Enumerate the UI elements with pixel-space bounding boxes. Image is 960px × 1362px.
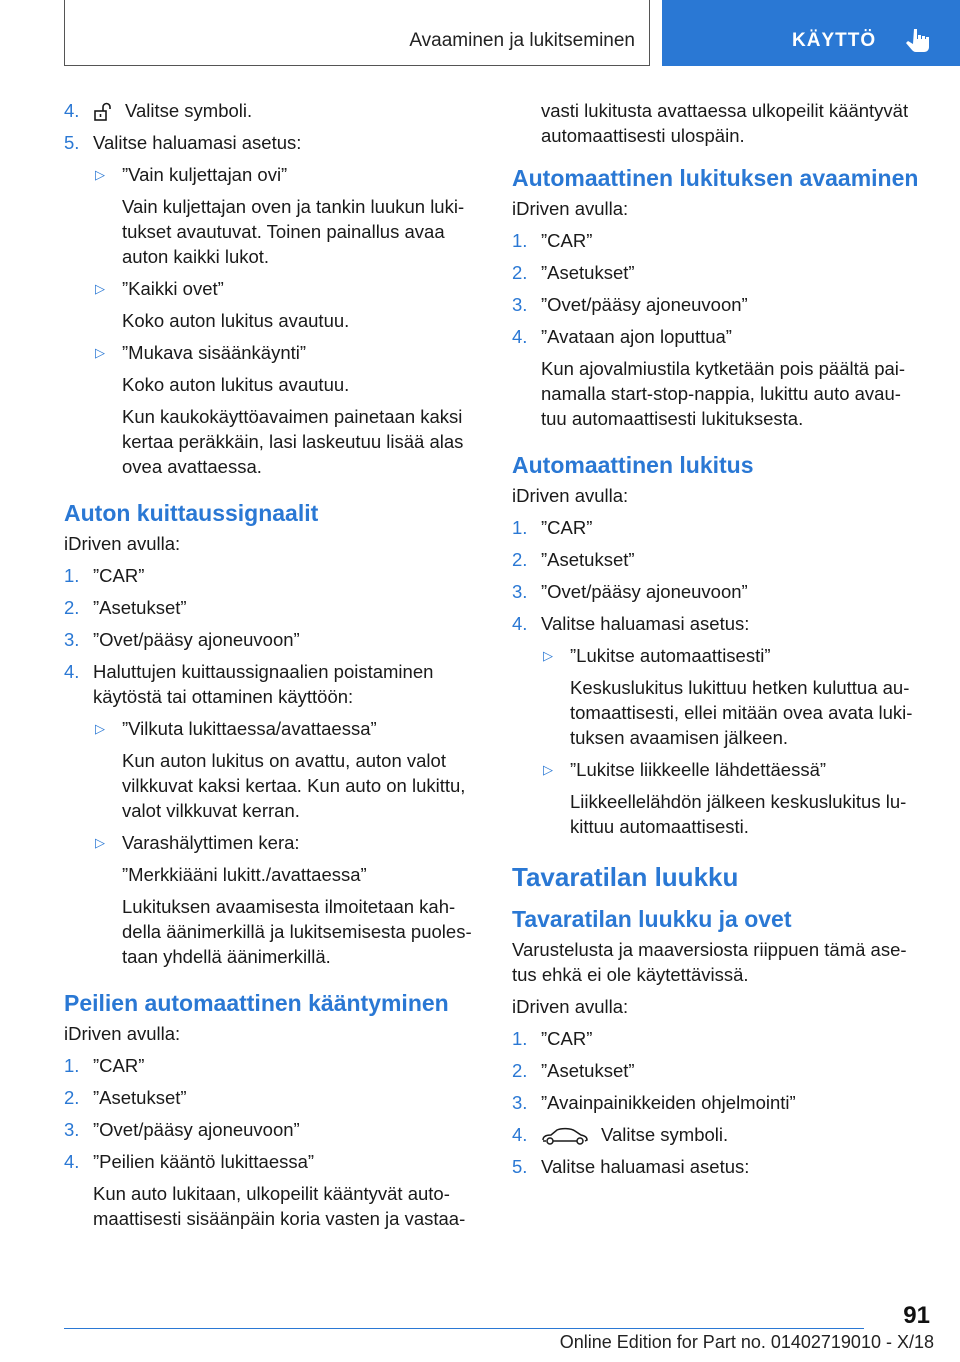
step-text: ”Asetukset”	[93, 597, 187, 618]
intro-text: iDriven avulla:	[512, 996, 629, 1017]
step-number: 2.	[512, 549, 528, 570]
page-number: 91	[903, 1302, 930, 1329]
section-title-box	[64, 0, 650, 66]
step-number: 5.	[64, 132, 80, 153]
section-heading: Automaattinen lukituksen avaaminen	[512, 165, 919, 191]
step-number: 1.	[512, 230, 528, 251]
step-text: Haluttujen kuittaussignaalien poistaminen käytöstä tai ottaminen käyttöön:	[93, 661, 434, 707]
list-item	[512, 515, 924, 540]
list-item	[512, 1090, 924, 1115]
triangle-bullet-icon: ▷	[543, 762, 553, 777]
list-item	[512, 228, 924, 253]
list-item	[64, 1053, 476, 1078]
list-item	[64, 563, 476, 588]
step-number: 1.	[512, 1028, 528, 1049]
right-column	[512, 98, 924, 1186]
option-item	[541, 643, 924, 668]
triangle-bullet-icon: ▷	[95, 345, 105, 360]
option-label: ”Lukitse automaattisesti”	[570, 645, 771, 666]
footer-divider	[64, 1328, 864, 1329]
list-item	[64, 130, 476, 155]
step-text: ”CAR”	[541, 230, 593, 251]
page-header	[0, 0, 960, 66]
option-description: Koko auton lukitus avautuu.	[122, 310, 350, 331]
option-label: ”Kaikki ovet”	[122, 278, 224, 299]
list-item	[512, 1026, 924, 1051]
list-item	[512, 1058, 924, 1083]
unlock-icon	[93, 102, 113, 122]
chapter-heading: Tavaratilan luukku	[512, 862, 739, 892]
triangle-bullet-icon: ▷	[95, 835, 105, 850]
step-number: 4.	[512, 613, 528, 634]
intro-text: iDriven avulla:	[64, 1023, 181, 1044]
step-number: 3.	[64, 629, 80, 650]
list-item	[512, 547, 924, 572]
list-item	[512, 324, 924, 349]
step-number: 4.	[512, 1124, 528, 1145]
list-item	[512, 1122, 924, 1147]
option-item	[93, 276, 476, 301]
list-item	[64, 1085, 476, 1110]
step-text: Valitse haluamasi asetus:	[541, 1156, 750, 1177]
step-text: ”CAR”	[541, 517, 593, 538]
step-text: ”Ovet/pääsy ajoneuvoon”	[93, 1119, 300, 1140]
option-item	[93, 162, 476, 187]
step-number: 3.	[64, 1119, 80, 1140]
step-number: 2.	[64, 1087, 80, 1108]
list-item	[64, 1149, 476, 1174]
footer-edition: Online Edition for Part no. 01402719010 - X/18	[559, 1332, 934, 1352]
note-text: Varustelusta ja maaversiosta riippuen tämä ase-tus ehkä ei ole käytettävissä.	[512, 939, 907, 985]
list-item	[64, 98, 476, 123]
step-text: ”Ovet/pääsy ajoneuvoon”	[541, 581, 748, 602]
step-number: 2.	[512, 1060, 528, 1081]
step-number: 5.	[512, 1156, 528, 1177]
list-item	[64, 595, 476, 620]
step-number: 4.	[64, 661, 80, 682]
step-number: 4.	[64, 1151, 80, 1172]
list-item	[512, 1154, 924, 1179]
option-item	[93, 830, 476, 855]
section-title: Avaaminen ja lukitseminen	[409, 30, 635, 51]
car-icon	[541, 1126, 589, 1146]
option-label: ”Mukava sisäänkäynti”	[122, 342, 307, 363]
section-heading: Peilien automaattinen kääntyminen	[64, 990, 449, 1016]
step-number: 3.	[512, 294, 528, 315]
step-number: 1.	[64, 1055, 80, 1076]
step-text: ”Avainpainikkeiden ohjelmointi”	[541, 1092, 796, 1113]
list-item	[512, 292, 924, 317]
triangle-bullet-icon: ▷	[95, 167, 105, 182]
step-text: ”CAR”	[541, 1028, 593, 1049]
continued-text: vasti lukitusta avattaessa ulkopeilit kääntyvät automaattisesti ulospäin.	[541, 100, 909, 146]
step-text: Valitse symboli.	[601, 1124, 729, 1145]
step-number: 4.	[512, 326, 528, 347]
triangle-bullet-icon: ▷	[543, 648, 553, 663]
step-text: ”Asetukset”	[541, 1060, 635, 1081]
step-text: ”Ovet/pääsy ajoneuvoon”	[93, 629, 300, 650]
option-label: ”Lukitse liikkeelle lähdettäessä”	[570, 759, 827, 780]
step-number: 3.	[512, 581, 528, 602]
section-heading: Automaattinen lukitus	[512, 452, 754, 478]
option-label: Varashälyttimen kera:	[122, 832, 300, 853]
step-text: ”Peilien kääntö lukittaessa”	[93, 1151, 315, 1172]
step-text: Valitse symboli.	[125, 100, 253, 121]
option-description: Kun kaukokäyttöavaimen painetaan kaksi kertaa peräkkäin, lasi laskeutuu lisää alas ovea avattaessa.	[122, 406, 464, 477]
option-description: Lukituksen avaamisesta ilmoitetaan kah-della äänimerkillä ja lukitsemisesta puoles-taan yhdellä äänimerkillä.	[122, 896, 472, 967]
option-item	[541, 757, 924, 782]
step-description: Kun auto lukitaan, ulkopeilit kääntyvät auto-maattisesti sisäänpäin koria vasten ja vastaa-	[93, 1183, 466, 1229]
intro-text: iDriven avulla:	[512, 485, 629, 506]
step-number: 2.	[64, 597, 80, 618]
intro-text: iDriven avulla:	[512, 198, 629, 219]
option-label: ”Vilkuta lukittaessa/avattaessa”	[122, 718, 377, 739]
list-item	[512, 611, 924, 636]
hand-pointer-icon	[904, 26, 932, 54]
step-text: ”Asetukset”	[541, 262, 635, 283]
step-text: ”Avataan ajon loputtua”	[541, 326, 732, 347]
option-description: ”Merkkiääni lukitt./avattaessa”	[122, 864, 367, 885]
step-number: 4.	[64, 100, 80, 121]
step-text: ”CAR”	[93, 1055, 145, 1076]
left-column	[64, 98, 476, 1238]
step-text: ”Asetukset”	[541, 549, 635, 570]
step-text: Valitse haluamasi asetus:	[93, 132, 302, 153]
option-item	[93, 340, 476, 365]
step-description: Kun ajovalmiustila kytketään pois päältä pai-namalla start-stop-nappia, lukittu auto avau-tuu automaattisesti lukituksesta.	[541, 358, 906, 429]
triangle-bullet-icon: ▷	[95, 281, 105, 296]
option-description: Liikkeellelähdön jälkeen keskuslukitus lu-kittuu automaattisesti.	[570, 791, 907, 837]
chapter-tab	[662, 0, 960, 66]
triangle-bullet-icon: ▷	[95, 721, 105, 736]
option-item	[93, 716, 476, 741]
option-label: ”Vain kuljettajan ovi”	[122, 164, 288, 185]
list-item	[64, 1117, 476, 1142]
list-item	[64, 659, 476, 709]
step-text: Valitse haluamasi asetus:	[541, 613, 750, 634]
step-number: 1.	[512, 517, 528, 538]
option-description: Koko auton lukitus avautuu.	[122, 374, 350, 395]
option-description: Kun auton lukitus on avattu, auton valot vilkkuvat kaksi kertaa. Kun auto on lukittu, valot vilkkuvat kerran.	[122, 750, 466, 821]
step-text: ”Ovet/pääsy ajoneuvoon”	[541, 294, 748, 315]
list-item	[512, 579, 924, 604]
option-description: Keskuslukitus lukittuu hetken kuluttua au-tomaattisesti, ellei mitään ovea avata luki-tuksen avaamisen jälkeen.	[570, 677, 913, 748]
step-number: 1.	[64, 565, 80, 586]
intro-text: iDriven avulla:	[64, 533, 181, 554]
chapter-tab-label: KÄYTTÖ	[792, 30, 877, 51]
step-number: 3.	[512, 1092, 528, 1113]
section-heading: Auton kuittaussignaalit	[64, 500, 319, 526]
step-number: 2.	[512, 262, 528, 283]
section-heading: Tavaratilan luukku ja ovet	[512, 906, 792, 932]
step-text: ”CAR”	[93, 565, 145, 586]
list-item	[512, 260, 924, 285]
list-item	[64, 627, 476, 652]
step-text: ”Asetukset”	[93, 1087, 187, 1108]
option-description: Vain kuljettajan oven ja tankin luukun luki-tukset avautuvat. Toinen painallus avaa auton kaikki lukot.	[122, 196, 465, 267]
